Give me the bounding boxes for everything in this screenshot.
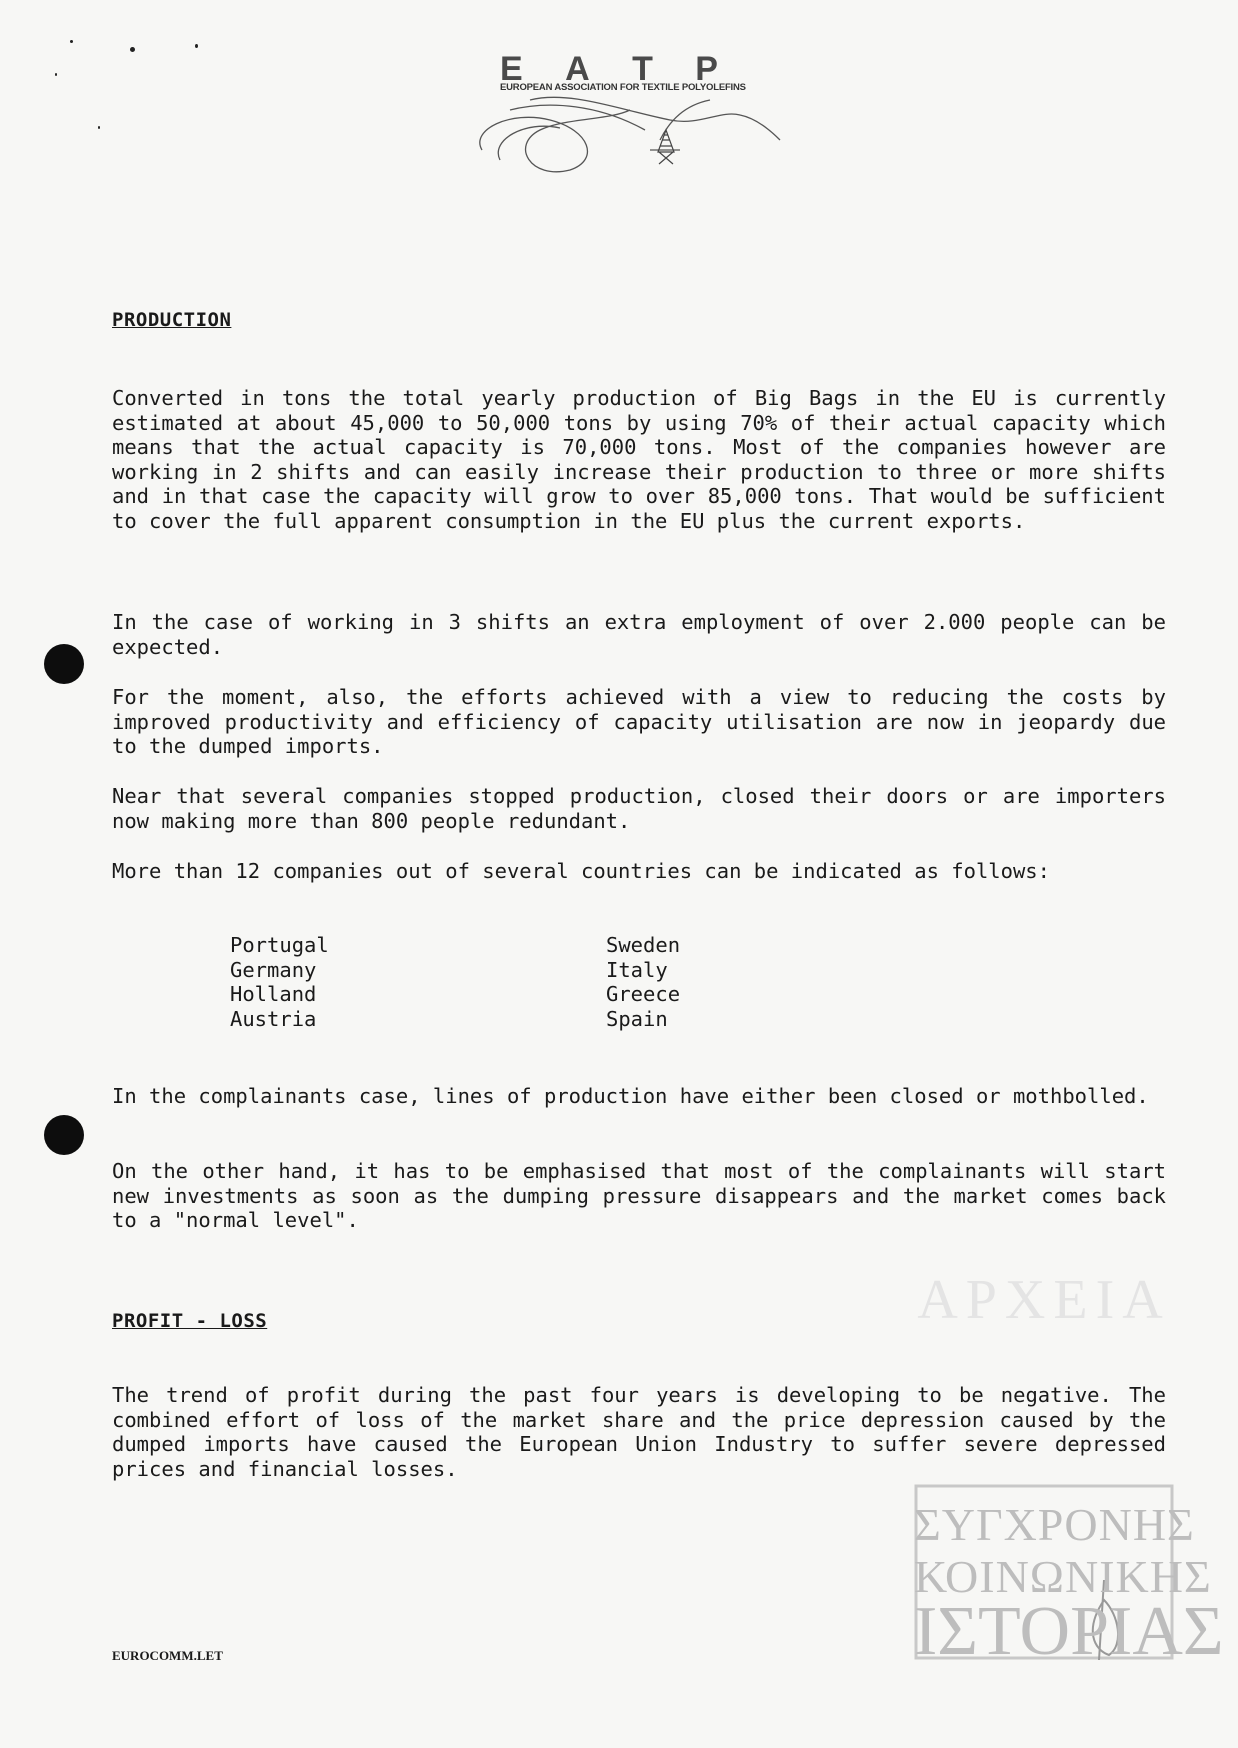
country-item: Italy <box>606 957 668 982</box>
punch-hole <box>44 1115 84 1155</box>
paragraph: Near that several companies stopped production, closed their doors or are importers now making more than 800 people redundant. <box>112 784 1166 833</box>
paragraph: More than 12 companies out of several countries can be indicated as follows: <box>112 859 1050 883</box>
stamp-line: ΣΥΓΧΡΟΝΗΣ <box>914 1499 1195 1550</box>
stamp-line: ΑΡΧΕΙΑ <box>917 1269 1171 1331</box>
scan-speck <box>55 73 57 76</box>
scan-speck <box>130 47 135 52</box>
section-heading-production: PRODUCTION <box>112 309 232 331</box>
logo-letter: A <box>565 50 592 88</box>
punch-hole <box>44 644 84 684</box>
paragraph: In the complainants case, lines of production have either been closed or mothbolled. <box>112 1084 1149 1108</box>
logo-subtitle: EUROPEAN ASSOCIATION FOR TEXTILE POLYOLEFINS <box>500 82 746 93</box>
stamp-line: ΙΣΤΟΡΙΑΣ <box>914 1593 1224 1670</box>
scan-speck <box>70 40 73 43</box>
country-item: Holland <box>230 982 317 1006</box>
logo-letter: E <box>500 50 525 88</box>
country-item: Sweden <box>606 933 681 957</box>
archive-stamp <box>914 1250 1224 1670</box>
country-list <box>230 933 806 1031</box>
paragraph: For the moment, also, the efforts achieved with a view to reducing the costs by improved productivity and efficiency of capacity utilisation are now in jeopardy due to the dumped imports. <box>112 685 1166 758</box>
logo-letter: T <box>632 50 655 88</box>
paragraph: On the other hand, it has to be emphasised that most of the complainants will start new investments as soon as the dumping pressure disappears and the market comes back to a "normal level". <box>112 1159 1166 1232</box>
stamp-line: ΚΟΙΝΩΝΙΚΗΣ <box>914 1551 1212 1602</box>
scan-speck <box>98 126 100 129</box>
paragraph: Converted in tons the total yearly production of Big Bags in the EU is currently estimated at about 45,000 to 50,000 tons by using 70% of their actual capacity which means that the actual capacity is 70,000 tons. Most of the companies however are working in 2 shifts and can easily increase their production to three or more shifts and in that case the capacity will grow to over 85,000 tons. That would be sufficient to cover the full apparent consumption in the EU plus the current exports. <box>112 386 1166 533</box>
paragraph: The trend of profit during the past four years is developing to be negative. The combined effort of loss of the market share and the price depression caused by the dumped imports have caused the European Union Industry to suffer severe depressed prices and financial losses. <box>112 1383 1166 1481</box>
logo-letter: P <box>695 50 720 88</box>
country-item: Germany <box>230 957 317 982</box>
country-item: Greece <box>606 982 681 1006</box>
country-item: Portugal <box>230 933 329 957</box>
scan-speck <box>195 44 198 48</box>
logo-swirl-icon <box>470 90 790 180</box>
section-heading-profit-loss: PROFIT - LOSS <box>112 1310 268 1332</box>
footer-filename: EUROCOMM.LET <box>112 1648 223 1663</box>
country-item: Austria <box>230 1006 317 1031</box>
eatp-logo <box>470 50 790 180</box>
country-item: Spain <box>606 1006 668 1031</box>
paragraph: In the case of working in 3 shifts an extra employment of over 2.000 people can be expected. <box>112 610 1166 659</box>
